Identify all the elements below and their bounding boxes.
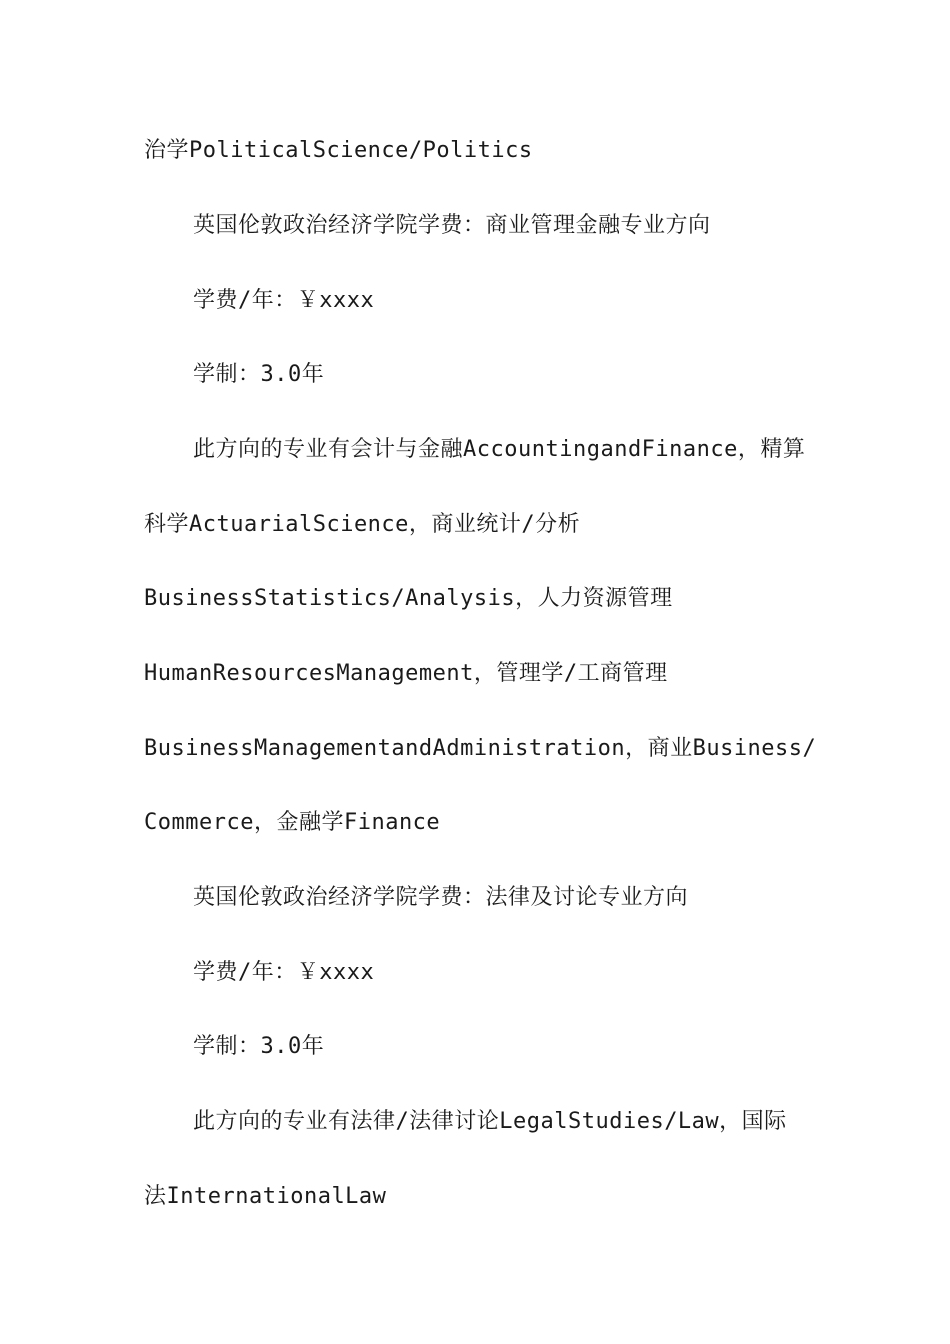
text-line-13: 学制：3.0年 — [193, 1034, 325, 1059]
text-line-14: 此方向的专业有法律/法律讨论LegalStudies/Law，国际 — [193, 1109, 787, 1134]
text-line-4: 学制：3.0年 — [193, 362, 325, 387]
text-line-5: 此方向的专业有会计与金融AccountingandFinance，精算 — [193, 437, 806, 462]
text-line-6: 科学ActuarialScience，商业统计/分析 — [144, 512, 581, 537]
text-line-1: 治学PoliticalScience/Politics — [144, 138, 533, 163]
text-line-8: HumanResourcesManagement，管理学/工商管理 — [144, 661, 668, 686]
text-line-12: 学费/年：￥xxxx — [193, 960, 375, 985]
text-line-2: 英国伦敦政治经济学院学费：商业管理金融专业方向 — [193, 213, 711, 238]
text-line-7: BusinessStatistics/Analysis，人力资源管理 — [144, 586, 673, 611]
text-line-9: BusinessManagementandAdministration，商业Business/ — [144, 736, 817, 761]
text-line-15: 法InternationalLaw — [144, 1184, 387, 1209]
text-line-3: 学费/年：￥xxxx — [193, 288, 375, 313]
text-line-10: Commerce，金融学Finance — [144, 810, 441, 835]
text-line-11: 英国伦敦政治经济学院学费：法律及讨论专业方向 — [193, 885, 689, 910]
